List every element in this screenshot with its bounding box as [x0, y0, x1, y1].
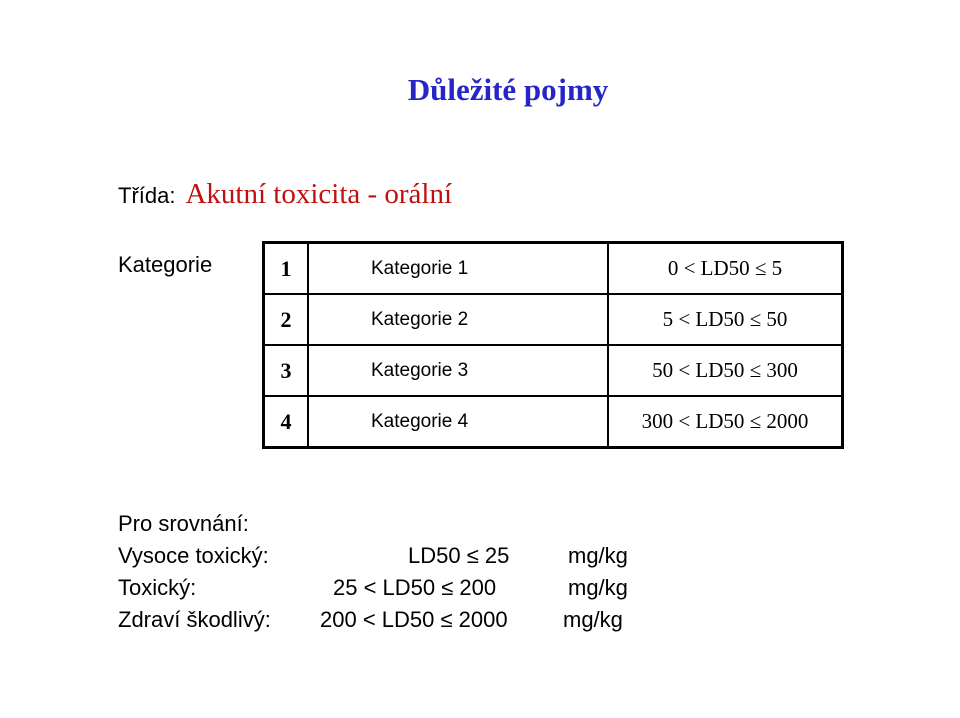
category-number: 4	[264, 396, 309, 448]
comparison-label: Toxický:	[118, 575, 197, 600]
ld50-range: 300 < LD50 ≤ 2000	[608, 396, 843, 448]
category-number: 1	[264, 243, 309, 295]
comparison-label: Vysoce toxický:	[118, 543, 269, 568]
ld50-range: 5 < LD50 ≤ 50	[608, 294, 843, 345]
category-label: Kategorie	[118, 252, 213, 277]
ld50-range: 0 < LD50 ≤ 5	[608, 243, 843, 295]
comparison-label: Zdraví škodlivý:	[118, 607, 271, 632]
class-label: Třída:	[118, 183, 176, 208]
category-name: Kategorie 4	[308, 396, 608, 448]
category-name: Kategorie 2	[308, 294, 608, 345]
category-name: Kategorie 3	[308, 345, 608, 396]
category-number: 3	[264, 345, 309, 396]
table-row	[264, 396, 843, 448]
comparison-unit: mg/kg	[568, 575, 628, 600]
comparison-range: 200 < LD50 ≤ 2000	[320, 607, 508, 632]
comparison-unit: mg/kg	[563, 607, 623, 632]
comparison-range: LD50 ≤ 25	[408, 543, 510, 568]
table-row	[264, 345, 843, 396]
page-title: Důležité pojmy	[407, 72, 609, 107]
comparison-range: 25 < LD50 ≤ 200	[333, 575, 497, 600]
ld50-range: 50 < LD50 ≤ 300	[608, 345, 843, 396]
comparison-heading-text: Pro srovnání:	[118, 511, 249, 536]
class-line	[118, 178, 452, 211]
comparison-unit: mg/kg	[568, 543, 628, 568]
category-number: 2	[264, 294, 309, 345]
category-name: Kategorie 1	[308, 243, 608, 295]
category-table	[262, 241, 844, 449]
table-row	[264, 294, 843, 345]
table-row	[264, 243, 843, 295]
class-value: Akutní toxicita - orální	[185, 178, 453, 210]
